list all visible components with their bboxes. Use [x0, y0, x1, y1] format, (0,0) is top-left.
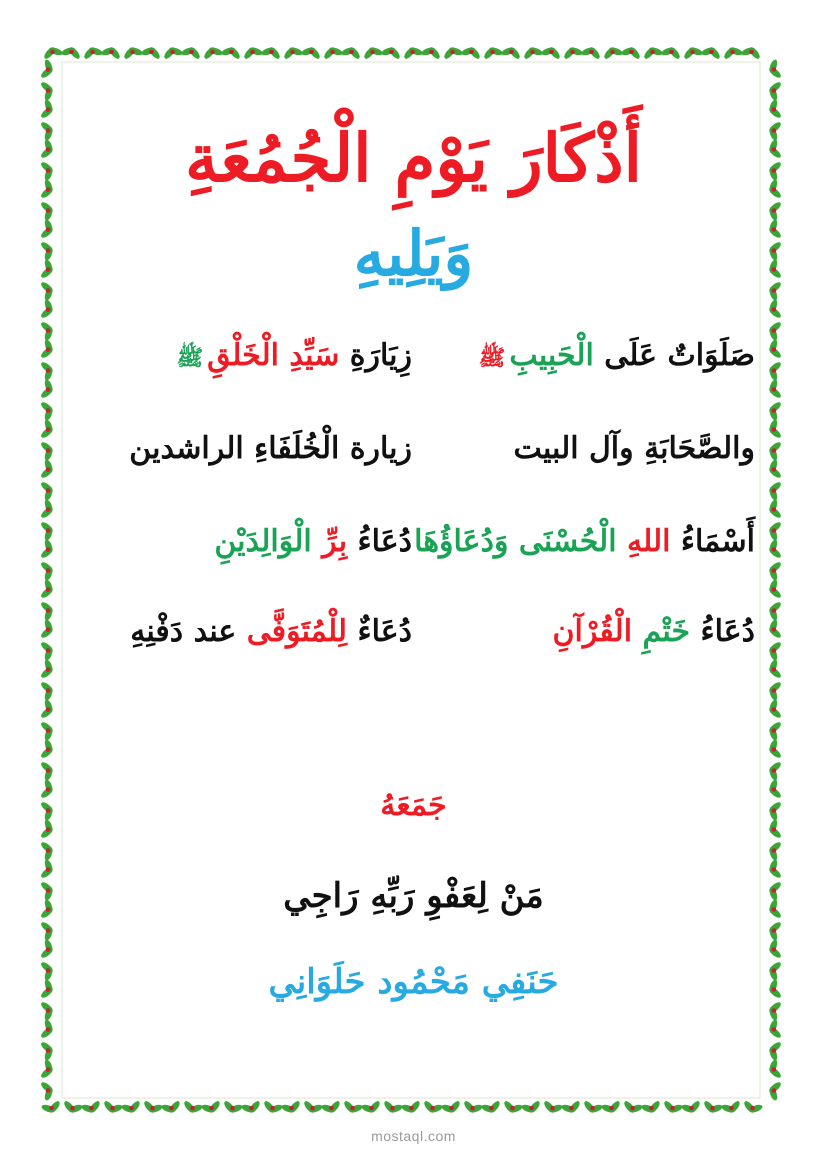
holly-leaf-icon: [40, 358, 57, 382]
holly-leaf-icon: [700, 1099, 724, 1117]
holly-leaf-icon: [765, 518, 782, 542]
holly-leaf-icon: [120, 43, 144, 61]
holly-leaf-icon: [765, 817, 782, 841]
holly-leaf-icon: [765, 918, 782, 942]
holly-leaf-icon: [40, 1017, 57, 1041]
holly-leaf-icon: [480, 43, 504, 61]
holly-leaf-icon: [680, 43, 704, 61]
holly-leaf-icon: [40, 638, 57, 662]
holly-leaf-icon: [40, 857, 57, 881]
holly-leaf-icon: [765, 337, 782, 361]
holly-leaf-icon: [379, 43, 403, 61]
watermark: mostaql.com: [371, 1128, 456, 1144]
holly-leaf-icon: [40, 697, 57, 721]
holly-leaf-icon: [539, 43, 563, 61]
holly-leaf-icon: [40, 43, 64, 61]
holly-leaf-icon: [40, 838, 57, 862]
holly-leaf-icon: [765, 878, 782, 902]
holly-leaf-icon: [765, 358, 782, 382]
holly-leaf-icon: [679, 1099, 703, 1117]
holly-leaf-icon: [40, 558, 57, 582]
holly-leaf-icon: [40, 617, 57, 641]
holly-leaf-icon: [79, 1099, 103, 1117]
holly-leaf-icon: [765, 158, 782, 182]
contents-row: [72, 421, 755, 477]
holly-leaf-icon: [620, 1099, 644, 1117]
holly-leaf-icon: [765, 537, 782, 561]
holly-leaf-icon: [765, 558, 782, 582]
holly-leaf-icon: [400, 43, 424, 61]
holly-leaf-icon: [765, 697, 782, 721]
holly-leaf-icon: [59, 43, 83, 61]
holly-leaf-icon: [765, 97, 782, 121]
page-subtitle: وَيَلِيهِ: [353, 217, 474, 290]
holly-leaf-icon: [499, 43, 523, 61]
holly-leaf-icon: [279, 1099, 303, 1117]
holly-leaf-icon: [765, 638, 782, 662]
holly-leaf-icon: [765, 457, 782, 481]
holly-leaf-icon: [40, 577, 57, 601]
author-name: حَنَفِي مَحْمُود حَلَوَانِي: [268, 962, 559, 1002]
holly-leaf-icon: [659, 43, 683, 61]
holly-leaf-icon: [660, 1099, 684, 1117]
holly-leaf-icon: [765, 1038, 782, 1062]
holly-leaf-icon: [339, 43, 363, 61]
holly-leaf-icon: [199, 1099, 223, 1117]
holly-leaf-icon: [765, 238, 782, 262]
holly-leaf-icon: [765, 318, 782, 342]
holly-leaf-icon: [340, 1099, 364, 1117]
holly-leaf-icon: [765, 937, 782, 961]
content-item: زِيَارَةِ سَيِّدِ الْخَلْقِﷺ: [72, 328, 422, 386]
holly-leaf-icon: [40, 118, 57, 142]
holly-leaf-icon: [40, 297, 57, 321]
holly-leaf-icon: [765, 497, 782, 521]
holly-leaf-icon: [580, 1099, 604, 1117]
holly-leaf-icon: [765, 897, 782, 921]
content-item: صَلَوَاتٌ عَلَى الْحَبِيبِﷺ: [415, 328, 755, 386]
holly-leaf-icon: [765, 598, 782, 622]
holly-leaf-icon: [320, 43, 344, 61]
holly-leaf-icon: [40, 337, 57, 361]
holly-leaf-icon: [40, 497, 57, 521]
holly-leaf-icon: [460, 1099, 484, 1117]
holly-leaf-icon: [160, 43, 184, 61]
holly-leaf-icon: [765, 678, 782, 702]
holly-leaf-icon: [40, 478, 57, 502]
holly-leaf-icon: [420, 1099, 444, 1117]
content-item: زيارة الْخُلَفَاءِ الراشدين: [129, 431, 412, 466]
holly-leaf-icon: [40, 1078, 57, 1102]
holly-leaf-icon: [765, 617, 782, 641]
holly-leaf-icon: [360, 43, 384, 61]
holly-leaf-icon: [765, 857, 782, 881]
saw-symbol: ﷺ: [176, 345, 204, 371]
holly-leaf-icon: [765, 657, 782, 681]
holly-leaf-icon: [40, 198, 57, 222]
holly-leaf-icon: [765, 57, 782, 81]
holly-leaf-icon: [440, 43, 464, 61]
holly-leaf-icon: [40, 918, 57, 942]
holly-leaf-icon: [40, 777, 57, 801]
holly-leaf-icon: [765, 278, 782, 302]
content-item: دُعَاءُ بِرِّ الْوَالِدَيْنِ: [214, 524, 412, 559]
holly-leaf-icon: [40, 737, 57, 761]
holly-leaf-icon: [500, 1099, 524, 1117]
holly-leaf-icon: [40, 1038, 57, 1062]
holly-leaf-icon: [219, 43, 243, 61]
holly-leaf-icon: [40, 758, 57, 782]
page-title: أَذْكَارَ يَوْمِ الْجُمُعَةِ: [185, 119, 642, 197]
holly-leaf-icon: [300, 1099, 324, 1117]
holly-leaf-icon: [719, 1099, 743, 1117]
holly-leaf-icon: [765, 118, 782, 142]
holly-leaf-icon: [40, 817, 57, 841]
holly-leaf-icon: [40, 417, 57, 441]
holly-leaf-icon: [579, 43, 603, 61]
holly-leaf-icon: [600, 43, 624, 61]
holly-leaf-icon: [40, 937, 57, 961]
holly-leaf-icon: [240, 43, 264, 61]
holly-leaf-icon: [765, 737, 782, 761]
holly-leaf-icon: [765, 78, 782, 102]
holly-leaf-icon: [260, 1099, 284, 1117]
holly-leaf-icon: [259, 43, 283, 61]
holly-leaf-icon: [40, 158, 57, 182]
holly-leaf-icon: [765, 198, 782, 222]
holly-leaf-icon: [765, 1057, 782, 1081]
contents-row: [72, 328, 755, 384]
holly-leaf-icon: [40, 657, 57, 681]
holly-leaf-icon: [559, 1099, 583, 1117]
holly-leaf-icon: [299, 43, 323, 61]
holly-leaf-icon: [40, 398, 57, 422]
holly-leaf-icon: [40, 438, 57, 462]
holly-leaf-icon: [40, 457, 57, 481]
holly-leaf-icon: [765, 958, 782, 982]
holly-leaf-icon: [40, 318, 57, 342]
contents-row: [72, 514, 755, 570]
holly-leaf-icon: [720, 43, 744, 61]
holly-leaf-icon: [765, 297, 782, 321]
holly-leaf-icon: [40, 518, 57, 542]
holly-leaf-icon: [639, 1099, 663, 1117]
holly-leaf-icon: [765, 1078, 782, 1102]
holly-leaf-icon: [765, 998, 782, 1022]
cover-page: [72, 78, 755, 1088]
holly-leaf-icon: [765, 438, 782, 462]
content-item: أَسْمَاءُ اللهِ الْحُسْنَى وَدُعَاؤُهَا: [414, 524, 755, 559]
holly-leaf-icon: [40, 897, 57, 921]
holly-leaf-icon: [40, 78, 57, 102]
content-item: دُعَاءٌ لِلْمُتَوَفَّى عند دَفْنِهِ: [130, 614, 412, 649]
holly-leaf-icon: [560, 43, 584, 61]
holly-leaf-icon: [740, 1099, 764, 1117]
holly-leaf-icon: [40, 798, 57, 822]
compiled-by-label: جَمَعَهُ: [380, 788, 447, 823]
holly-leaf-icon: [140, 1099, 164, 1117]
holly-leaf-icon: [479, 1099, 503, 1117]
holly-leaf-icon: [765, 718, 782, 742]
content-item: والصَّحَابَةِ وآل البيت: [513, 431, 755, 466]
holly-leaf-icon: [40, 598, 57, 622]
holly-leaf-icon: [765, 137, 782, 161]
holly-leaf-icon: [139, 43, 163, 61]
holly-leaf-icon: [765, 1017, 782, 1041]
holly-leaf-icon: [739, 43, 763, 61]
holly-leaf-icon: [280, 43, 304, 61]
holly-leaf-icon: [699, 43, 723, 61]
holly-leaf-icon: [40, 278, 57, 302]
holly-leaf-icon: [765, 977, 782, 1001]
holly-leaf-icon: [419, 43, 443, 61]
holly-leaf-icon: [380, 1099, 404, 1117]
holly-leaf-icon: [40, 1099, 64, 1117]
holly-leaf-icon: [159, 1099, 183, 1117]
holly-leaf-icon: [80, 43, 104, 61]
holly-leaf-icon: [99, 43, 123, 61]
holly-leaf-icon: [765, 217, 782, 241]
holly-leaf-icon: [765, 758, 782, 782]
holly-leaf-icon: [40, 537, 57, 561]
holly-leaf-icon: [40, 97, 57, 121]
saw-symbol: ﷺ: [478, 345, 506, 371]
holly-leaf-icon: [540, 1099, 564, 1117]
holly-leaf-icon: [319, 1099, 343, 1117]
holly-leaf-icon: [40, 217, 57, 241]
holly-leaf-icon: [765, 478, 782, 502]
holly-leaf-icon: [439, 1099, 463, 1117]
holly-leaf-icon: [359, 1099, 383, 1117]
holly-leaf-icon: [40, 958, 57, 982]
holly-leaf-icon: [765, 257, 782, 281]
holly-leaf-icon: [40, 878, 57, 902]
holly-leaf-icon: [765, 177, 782, 201]
holly-leaf-icon: [40, 678, 57, 702]
holly-leaf-icon: [220, 1099, 244, 1117]
holly-leaf-icon: [765, 398, 782, 422]
holly-leaf-icon: [640, 43, 664, 61]
holly-leaf-icon: [40, 998, 57, 1022]
holly-leaf-icon: [239, 1099, 263, 1117]
holly-leaf-icon: [519, 1099, 543, 1117]
holly-leaf-icon: [459, 43, 483, 61]
holly-leaf-icon: [619, 43, 643, 61]
holly-leaf-icon: [399, 1099, 423, 1117]
holly-leaf-icon: [40, 1057, 57, 1081]
holly-leaf-icon: [765, 577, 782, 601]
holly-leaf-icon: [40, 238, 57, 262]
holly-leaf-icon: [40, 177, 57, 201]
holly-leaf-icon: [599, 1099, 623, 1117]
holly-leaf-icon: [100, 1099, 124, 1117]
author-tagline: مَنْ لِعَفْوِ رَبِّهِ رَاجِي: [283, 876, 544, 916]
holly-leaf-icon: [40, 718, 57, 742]
content-item: دُعَاءُ خَتْمِ الْقُرْآنِ: [552, 614, 755, 649]
holly-leaf-icon: [765, 777, 782, 801]
holly-leaf-icon: [60, 1099, 84, 1117]
holly-leaf-icon: [765, 377, 782, 401]
holly-leaf-icon: [40, 257, 57, 281]
holly-leaf-icon: [40, 377, 57, 401]
holly-leaf-icon: [180, 1099, 204, 1117]
holly-leaf-icon: [765, 417, 782, 441]
holly-leaf-icon: [40, 137, 57, 161]
holly-leaf-icon: [765, 838, 782, 862]
holly-leaf-icon: [520, 43, 544, 61]
holly-leaf-icon: [40, 977, 57, 1001]
holly-leaf-icon: [119, 1099, 143, 1117]
holly-leaf-icon: [200, 43, 224, 61]
holly-leaf-icon: [40, 57, 57, 81]
holly-leaf-icon: [179, 43, 203, 61]
holly-leaf-icon: [765, 798, 782, 822]
contents-row: [72, 604, 755, 660]
